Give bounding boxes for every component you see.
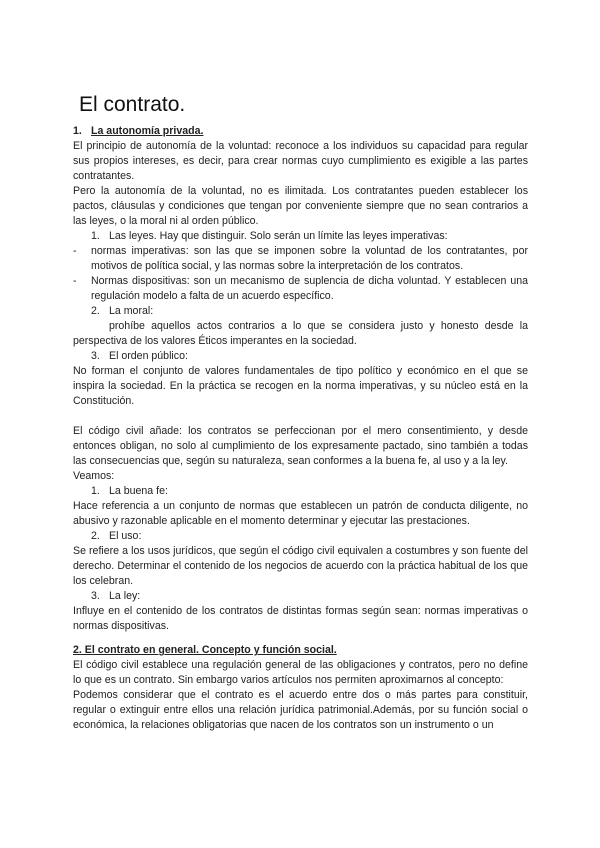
bullet-item [73, 274, 528, 304]
list-number: 3. [91, 350, 100, 362]
bullet-mark: - [73, 245, 77, 257]
paragraph: El código civil añade: los contratos se perfeccionan por el mero consentimiento, y desde entonces obligan, no solo al cumplimiento de los expresamente pactado, sino también a todas las consecuencias que, según su naturaleza, sean conformes a la buena fe, al uso y a la ley. [73, 425, 528, 467]
list-number: 2. [91, 530, 100, 542]
list-label: El orden público: [109, 350, 188, 362]
paragraph: El principio de autonomía de la voluntad: reconoce a los individuos su capacidad para regular sus propios intereses, es decir, para crear normas cuyo cumplimiento es exigible a las partes contratantes. [73, 140, 528, 182]
section-1-title: La autonomía privada. [91, 125, 204, 137]
list-label: Las leyes. Hay que distinguir. Solo serán un límite las leyes imperativas: [109, 230, 448, 242]
list-item [91, 529, 528, 544]
section-1-number: 1. [73, 125, 82, 137]
page-title: El contrato. [79, 93, 186, 116]
list-number: 2. [91, 305, 100, 317]
list-item [91, 589, 528, 604]
paragraph: El código civil establece una regulación general de las obligaciones y contratos, pero no define lo que es un contrato. Sin embargo varios artículos nos permiten aproximarnos al concepto: [73, 659, 528, 686]
section-1-heading [73, 124, 528, 139]
paragraph: prohíbe aquellos actos contrarios a lo que se considera justo y honesto desde la perspectiva de los valores Éticos imperantes en la sociedad. [73, 320, 528, 347]
list-label: La ley: [109, 590, 141, 602]
paragraph: Hace referencia a un conjunto de normas que establecen un patrón de conducta diligente, no abusivo y razonable aplicable en el momento determinar y ejecutar las prestaciones. [73, 500, 528, 527]
bullet-mark: - [73, 275, 77, 287]
bullet-item [73, 244, 528, 274]
paragraph: Influye en el contenido de los contratos de distintas formas según sean: normas imperativas o normas dispositivas. [73, 605, 528, 632]
bullet-text: normas imperativas: son las que se imponen sobre la voluntad de los contratantes, por motivos de política social, y las normas sobre la interpretación de los contratos. [91, 245, 528, 272]
list-item [91, 484, 528, 499]
list-item [91, 229, 528, 244]
section-2-heading: 2. El contrato en general. Concepto y función social. [73, 644, 337, 656]
paragraph: No forman el conjunto de valores fundamentales de tipo político y económico en el que se inspira la sociedad. En la práctica se recogen en la norma imperativas, y su núcleo está en la Constitución. [73, 365, 528, 407]
bullet-text: Normas dispositivas: son un mecanismo de suplencia de dicha voluntad. Y establecen una regulación modelo a falta de un acuerdo específico. [91, 275, 528, 302]
list-label: El uso: [109, 530, 142, 542]
paragraph: Se refiere a los usos jurídicos, que según el código civil equivalen a costumbres y son fuente del derecho. Determinar el contenido de los negocios de acuerdo con la práctica habitual de los que los celebran. [73, 545, 528, 587]
paragraph: Pero la autonomía de la voluntad, no es ilimitada. Los contratantes pueden establecer los pactos, cláusulas y condiciones que tengan por conveniente siempre que no sean contrarios a las leyes, o la moral ni al orden público. [73, 185, 528, 227]
list-number: 1. [91, 230, 100, 242]
list-number: 1. [91, 485, 100, 497]
list-label: La buena fe: [109, 485, 168, 497]
document-body [73, 124, 528, 733]
list-label: La moral: [109, 305, 154, 317]
list-item [91, 304, 528, 319]
list-number: 3. [91, 590, 100, 602]
list-item [91, 349, 528, 364]
paragraph: Veamos: [73, 470, 115, 482]
paragraph: Podemos considerar que el contrato es el acuerdo entre dos o más partes para constituir, regular o extinguir entre ellos una relación jurídica patrimonial.Además, por su función social o económica, la relaciones obligatorias que nacen de los contratos son un instrumento o un [73, 689, 528, 731]
